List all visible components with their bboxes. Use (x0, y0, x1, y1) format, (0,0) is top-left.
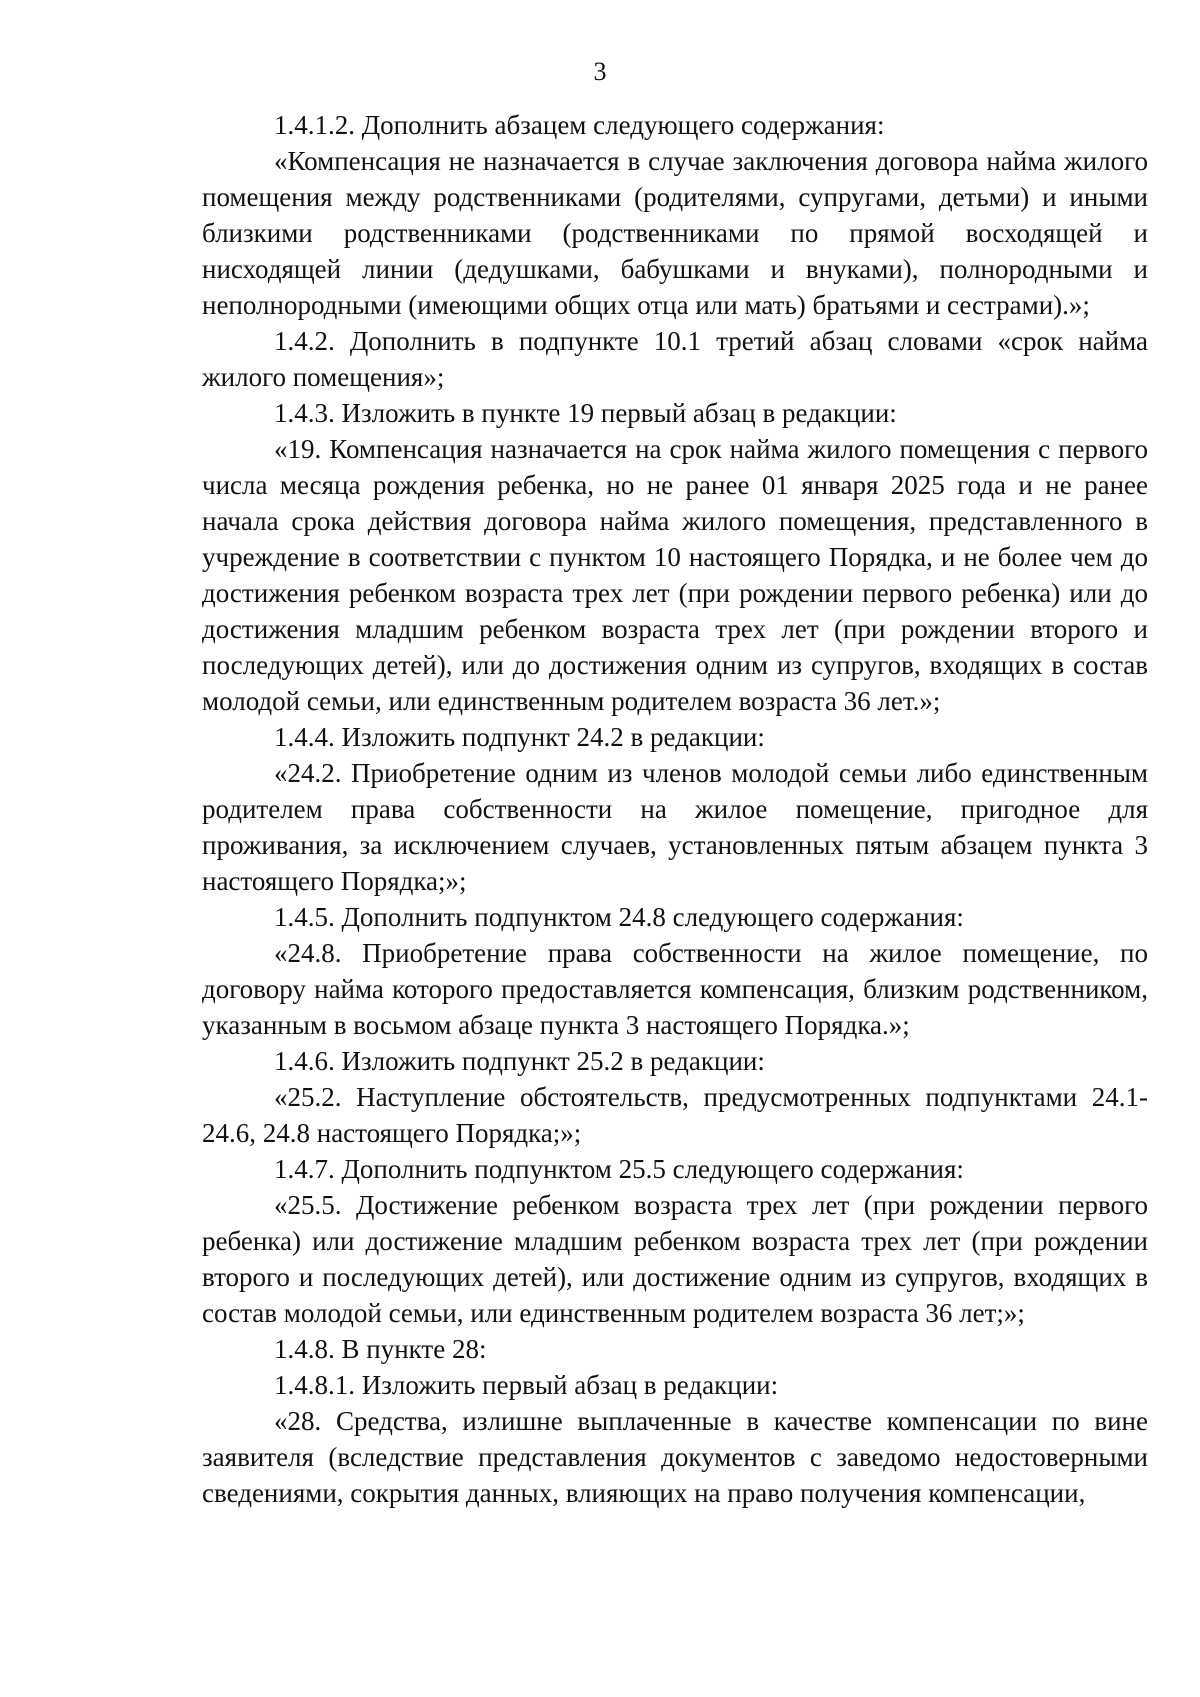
paragraph-point-19: «19. Компенсация назначается на срок найма жилого помещения с первого числа месяца рождения ребенка, но не ранее 01 января 2025 года и не ранее начала срока действия договора найма жилого помещения, представленного в учреждение в соответствии с пунктом 10 настоящего Порядка, и не более чем до достижения ребенком возраста трех лет (при рождении первого ребенка) или до достижения младшим ребенком возраста трех лет (при рождении второго и последующих детей), или до достижения одним из супругов, входящих в состав молодой семьи, или единственным родителем возраста 36 лет.»; (202, 434, 1148, 716)
paragraph-1-4-2: 1.4.2. Дополнить в подпункте 10.1 третий абзац словами «срок найма жилого помещения»; (202, 326, 1148, 392)
paragraph-1-4-1-2: 1.4.1.2. Дополнить абзацем следующего содержания: (274, 110, 885, 140)
page-number: 3 (593, 57, 607, 86)
paragraph-1-4-3: 1.4.3. Изложить в пункте 19 первый абзац в редакции: (274, 398, 897, 428)
paragraph-1-4-7: 1.4.7. Дополнить подпунктом 25.5 следующего содержания: (274, 1154, 964, 1184)
paragraph-subpoint-24-2: «24.2. Приобретение одним из членов молодой семьи либо единственным родителем права собственности на жилое помещение, пригодное для проживания, за исключением случаев, установленных пятым абзацем пункта 3 настоящего Порядка;»; (202, 758, 1148, 896)
paragraph-1-4-4: 1.4.4. Изложить подпункт 24.2 в редакции: (274, 722, 765, 752)
paragraph-point-28: «28. Средства, излишне выплаченные в качестве компенсации по вине заявителя (вследствие представления документов с заведомо недостоверными сведениями, сокрытия данных, влияющих на право получения компенсации, (202, 1406, 1148, 1508)
paragraph-subpoint-25-5: «25.5. Достижение ребенком возраста трех лет (при рождении первого ребенка) или достижение младшим ребенком возраста трех лет (при рождении второго и последующих детей), или достижение одним из супругов, входящих в состав молодой семьи, или единственным родителем возраста 36 лет;»; (202, 1190, 1148, 1328)
paragraph-subpoint-24-8: «24.8. Приобретение права собственности на жилое помещение, по договору найма которого предоставляется компенсация, близким родственником, указанным в восьмом абзаце пункта 3 настоящего Порядка.»; (202, 938, 1148, 1040)
document-body (202, 107, 1148, 1511)
paragraph-1-4-8: 1.4.8. В пункте 28: (274, 1334, 487, 1364)
paragraph-subpoint-25-2: «25.2. Наступление обстоятельств, предусмотренных подпунктами 24.1-24.6, 24.8 настоящего Порядка;»; (202, 1082, 1148, 1148)
paragraph-1-4-8-1: 1.4.8.1. Изложить первый абзац в редакции: (274, 1370, 779, 1400)
paragraph-compensation-exclusion: «Компенсация не назначается в случае заключения договора найма жилого помещения между родственниками (родителями, супругами, детьми) и иными близкими родственниками (родственниками по прямой восходящей и нисходящей линии (дедушками, бабушками и внуками), полнородными и неполнородными (имеющими общих отца или мать) братьями и сестрами).»; (202, 146, 1148, 320)
paragraph-1-4-6: 1.4.6. Изложить подпункт 25.2 в редакции: (274, 1046, 765, 1076)
paragraph-1-4-5: 1.4.5. Дополнить подпунктом 24.8 следующего содержания: (274, 902, 964, 932)
